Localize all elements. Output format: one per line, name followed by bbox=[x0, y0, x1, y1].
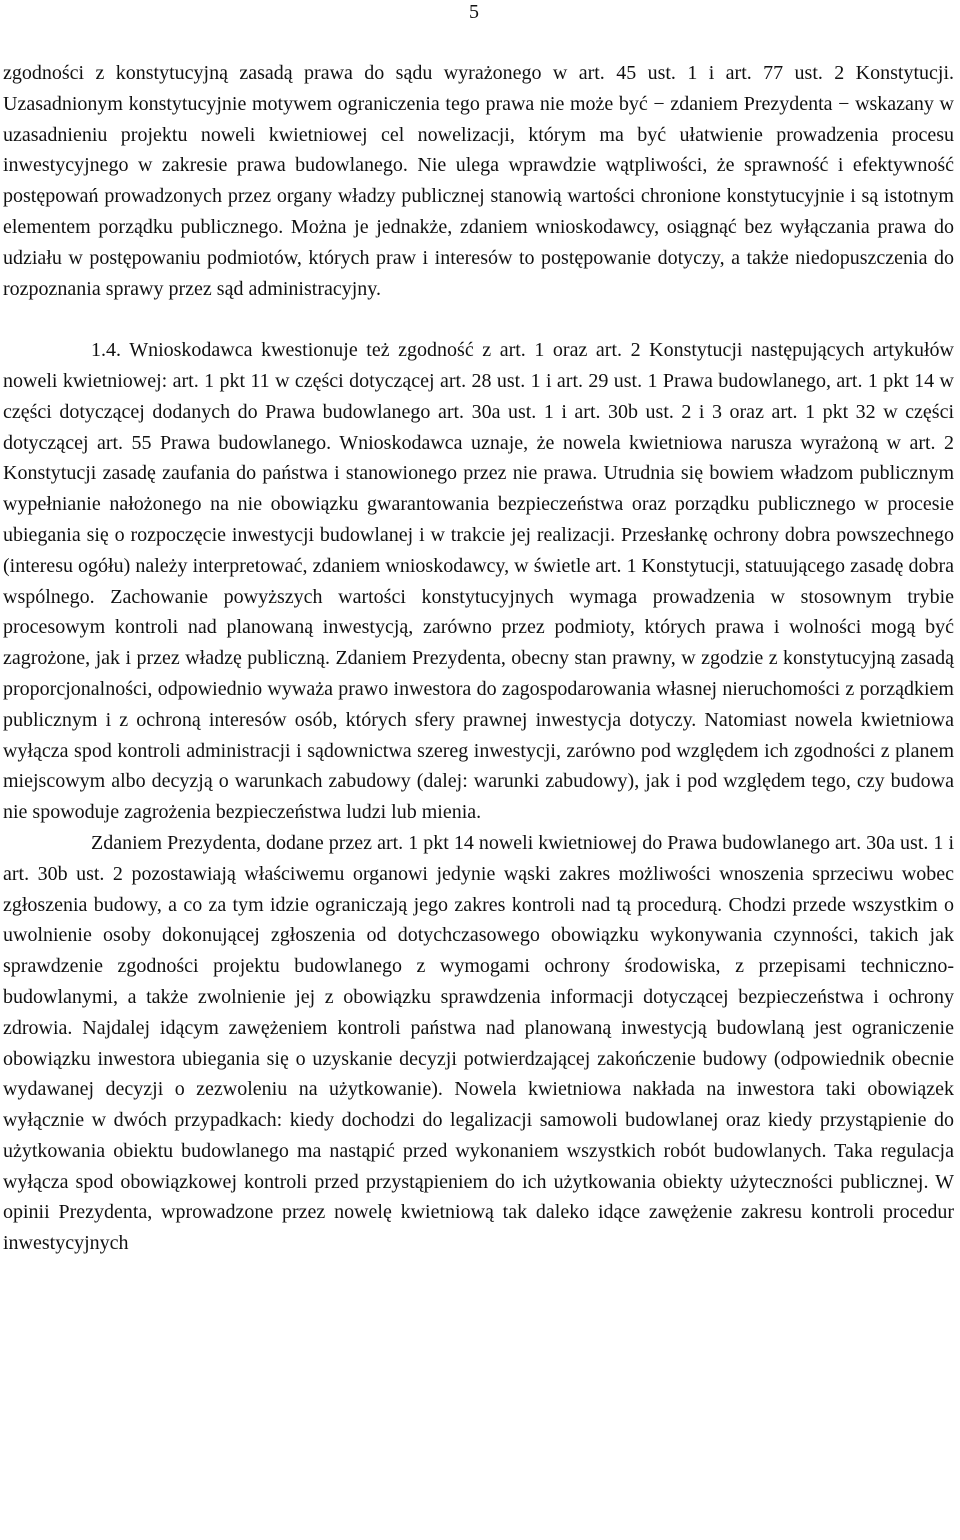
paragraph-gap bbox=[3, 304, 954, 335]
paragraph-1: zgodności z konstytucyjną zasadą prawa do sądu wyrażonego w art. 45 ust. 1 i art. 77 ust. 2 Konstytucji. Uzasadnionym konstytucyjnie motywem ograniczenia tego prawa nie może być − zdaniem Prezydenta − wskazany w uzasadnieniu projektu noweli kwietniowej cel nowelizacji, którym ma być ułatwienie prowadzenia procesu inwestycyjnego w zakresie prawa budowlanego. Nie ulega wprawdzie wątpliwości, że sprawność i efektywność postępowań prowadzonych przez organy władzy publicznej stanowią wartości chronione konstytucyjnie i są istotnym elementem porządku publicznego. Można je jednakże, zdaniem wnioskodawcy, osiągnąć bez wyłączania prawa do udziału w postępowaniu podmiotów, których praw i interesów to postępowanie dotyczy, a także niedopuszczenia do rozpoznania sprawy przez sąd administracyjny. bbox=[3, 62, 954, 300]
page-number: 5 bbox=[469, 1, 479, 23]
paragraph-3: Zdaniem Prezydenta, dodane przez art. 1 pkt 14 noweli kwietniowej do Prawa budowlanego art. 30a ust. 1 i art. 30b ust. 2 pozostawiają właściwemu organowi jedynie wąski zakres możliwości wnoszenia sprzeciwu wobec zgłoszenia budowy, a co za tym idzie ograniczają jego zakres kontroli nad tą procedurą. Chodzi przede wszystkim o uwolnienie osoby dokonującej zgłoszenia od dotychczasowego obowiązku wykonywania czynności, takich jak sprawdzenie zgodności projektu budowlanego z wymogami ochrony środowiska, z przepisami techniczno-budowlanymi, a także zwolnienie jej z obowiązku sprawdzenia informacji dotyczącej bezpieczeństwa i ochrony zdrowia. Najdalej idącym zawężeniem kontroli państwa nad planowaną inwestycją budowlaną jest ograniczenie obowiązku inwestora ubiegania się o uzyskanie decyzji potwierdzającej zakończenie budowy (odpowiednik obecnie wydawanej decyzji o zezwoleniu na użytkowanie). Nowela kwietniowa nakłada na inwestora taki obowiązek wyłącznie w dwóch przypadkach: kiedy dochodzi do legalizacji samowoli budowlanej oraz kiedy przystąpienie do użytkowania obiektu budowlanego ma nastąpić przed wykonaniem wszystkich robót budowlanych. Taka regulacja wyłącza spod obowiązkowej kontroli przed przystąpieniem do ich użytkowania obiekty użyteczności publicznej. W opinii Prezydenta, wprowadzone przez nowelę kwietniową tak daleko idące zawężenie zakresu kontroli procedur inwestycyjnych bbox=[3, 831, 954, 1255]
paragraph-2: 1.4. Wnioskodawca kwestionuje też zgodność z art. 1 oraz art. 2 Konstytucji następujących artykułów noweli kwietniowej: art. 1 pkt 11 w części dotyczącej art. 28 ust. 1 i art. 29 ust. 1 Prawa budowlanego, art. 1 pkt 14 w części dotyczącej dodanych do Prawa budowlanego art. 30a ust. 1 i art. 30b ust. 2 i 3 oraz art. 1 pkt 32 w części dotyczącej art. 55 Prawa budowlanego. Wnioskodawca uznaje, że nowela kwietniowa narusza wyrażoną w art. 2 Konstytucji zasadę zaufania do państwa i stanowionego przez nie prawa. Utrudnia się bowiem władzom publicznym wypełnianie nałożonego na nie obowiązku gwarantowania bezpieczeństwa oraz porządku publicznego w procesie ubiegania się o rozpoczęcie inwestycji budowlanej i w trakcie jej realizacji. Przesłankę ochrony dobra powszechnego (interesu ogółu) należy interpretować, zdaniem wnioskodawcy, w świetle art. 1 Konstytucji, statuującego zasadę dobra wspólnego. Zachowanie powyższych wartości konstytucyjnych wymaga prowadzenia w stosownym trybie procesowym kontroli nad planowaną inwestycją, zarówno przez podmioty, których prawa i wolności mogą być zagrożone, jak i przez władzę publiczną. Zdaniem Prezydenta, obecny stan prawny, w zgodzie z konstytucyjną zasadą proporcjonalności, odpowiednio wyważa prawo inwestora do zagospodarowania własnej nieruchomości z porządkiem publicznym i z ochroną interesów osób, których sfery prawnej inwestycja dotyczy. Natomiast nowela kwietniowa wyłącza spod kontroli administracji i sądownictwa szereg inwestycji, zarówno pod względem ich zgodności z planem miejscowym albo decyzją o warunkach zabudowy (dalej: warunki zabudowy), jak i pod względem tego, czy budowa nie spowoduje zagrożenia bezpieczeństwa ludzi lub mienia. bbox=[3, 339, 954, 824]
document-body bbox=[3, 58, 954, 1259]
